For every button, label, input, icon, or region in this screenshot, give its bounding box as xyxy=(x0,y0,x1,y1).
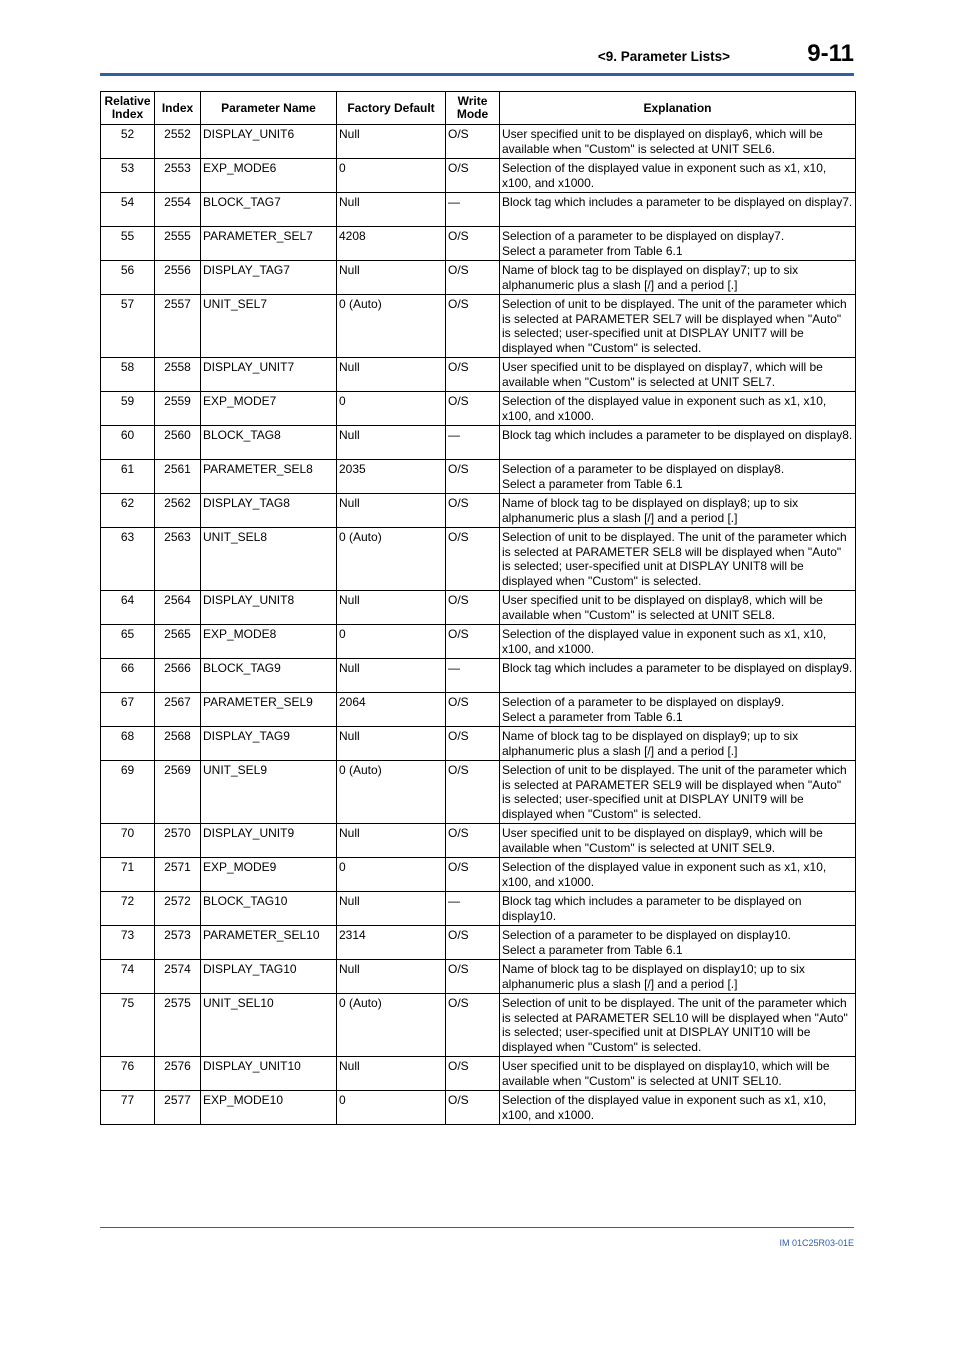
parameter-name-cell: DISPLAY_TAG8 xyxy=(201,494,337,528)
parameter-name-cell: DISPLAY_UNIT10 xyxy=(201,1057,337,1091)
explanation-cell: Name of block tag to be displayed on display9; up to six alphanumeric plus a slash [/] and a period [.] xyxy=(500,727,856,761)
parameter-name-cell: UNIT_SEL9 xyxy=(201,761,337,824)
relative-index-cell: 71 xyxy=(101,858,155,892)
parameter-name-cell: PARAMETER_SEL8 xyxy=(201,460,337,494)
relative-index-cell: 53 xyxy=(101,159,155,193)
relative-index-cell: 66 xyxy=(101,659,155,693)
write-mode-cell: O/S xyxy=(446,125,500,159)
table-row xyxy=(101,426,856,460)
factory-default-cell: 0 xyxy=(337,392,446,426)
relative-index-cell: 74 xyxy=(101,960,155,994)
section-title: <9. Parameter Lists> xyxy=(597,49,730,64)
explanation-cell: Selection of the displayed value in exponent such as x1, x10, x100, and x1000. xyxy=(500,392,856,426)
parameter-name-cell: DISPLAY_UNIT6 xyxy=(201,125,337,159)
relative-index-cell: 62 xyxy=(101,494,155,528)
footer-rule xyxy=(100,1227,854,1228)
relative-index-cell: 57 xyxy=(101,295,155,358)
table-row xyxy=(101,824,856,858)
index-cell: 2571 xyxy=(155,858,201,892)
index-cell: 2557 xyxy=(155,295,201,358)
factory-default-cell: Null xyxy=(337,494,446,528)
relative-index-cell: 55 xyxy=(101,227,155,261)
column-header: Write Mode xyxy=(446,92,500,125)
explanation-cell: Selection of a parameter to be displayed on display10. Select a parameter from Table 6.1 xyxy=(500,926,856,960)
relative-index-cell: 60 xyxy=(101,426,155,460)
parameter-name-cell: BLOCK_TAG9 xyxy=(201,659,337,693)
index-cell: 2575 xyxy=(155,994,201,1057)
parameter-name-cell: EXP_MODE8 xyxy=(201,625,337,659)
parameter-name-cell: PARAMETER_SEL9 xyxy=(201,693,337,727)
factory-default-cell: 0 (Auto) xyxy=(337,528,446,591)
factory-default-cell: 4208 xyxy=(337,227,446,261)
parameter-name-cell: PARAMETER_SEL10 xyxy=(201,926,337,960)
explanation-cell: Name of block tag to be displayed on display7; up to six alphanumeric plus a slash [/] and a period [.] xyxy=(500,261,856,295)
write-mode-cell: O/S xyxy=(446,295,500,358)
index-cell: 2565 xyxy=(155,625,201,659)
parameter-name-cell: PARAMETER_SEL7 xyxy=(201,227,337,261)
index-cell: 2568 xyxy=(155,727,201,761)
page-header xyxy=(100,40,854,74)
page-number: 9-11 xyxy=(807,40,854,67)
parameter-name-cell: DISPLAY_UNIT9 xyxy=(201,824,337,858)
write-mode-cell: O/S xyxy=(446,591,500,625)
index-cell: 2553 xyxy=(155,159,201,193)
document-id: IM 01C25R03-01E xyxy=(779,1238,854,1248)
index-cell: 2574 xyxy=(155,960,201,994)
index-cell: 2573 xyxy=(155,926,201,960)
write-mode-cell: O/S xyxy=(446,727,500,761)
parameter-name-cell: EXP_MODE6 xyxy=(201,159,337,193)
write-mode-cell: O/S xyxy=(446,528,500,591)
factory-default-cell: Null xyxy=(337,892,446,926)
factory-default-cell: Null xyxy=(337,125,446,159)
index-cell: 2572 xyxy=(155,892,201,926)
explanation-cell: User specified unit to be displayed on display8, which will be available when "Custom" is selected at UNIT SEL8. xyxy=(500,591,856,625)
factory-default-cell: Null xyxy=(337,261,446,295)
table-row xyxy=(101,625,856,659)
index-cell: 2577 xyxy=(155,1091,201,1125)
factory-default-cell: Null xyxy=(337,727,446,761)
factory-default-cell: Null xyxy=(337,960,446,994)
parameter-name-cell: BLOCK_TAG10 xyxy=(201,892,337,926)
relative-index-cell: 54 xyxy=(101,193,155,227)
write-mode-cell: — xyxy=(446,193,500,227)
write-mode-cell: O/S xyxy=(446,1057,500,1091)
parameter-name-cell: UNIT_SEL7 xyxy=(201,295,337,358)
relative-index-cell: 58 xyxy=(101,358,155,392)
parameter-name-cell: DISPLAY_TAG10 xyxy=(201,960,337,994)
table-row xyxy=(101,358,856,392)
relative-index-cell: 68 xyxy=(101,727,155,761)
table-row xyxy=(101,858,856,892)
parameter-table xyxy=(100,91,856,1125)
table-row xyxy=(101,261,856,295)
table-row xyxy=(101,494,856,528)
index-cell: 2556 xyxy=(155,261,201,295)
index-cell: 2552 xyxy=(155,125,201,159)
relative-index-cell: 59 xyxy=(101,392,155,426)
factory-default-cell: 0 (Auto) xyxy=(337,761,446,824)
write-mode-cell: O/S xyxy=(446,227,500,261)
relative-index-cell: 75 xyxy=(101,994,155,1057)
factory-default-cell: 0 xyxy=(337,625,446,659)
relative-index-cell: 72 xyxy=(101,892,155,926)
column-header: Parameter Name xyxy=(201,92,337,125)
factory-default-cell: Null xyxy=(337,1057,446,1091)
write-mode-cell: O/S xyxy=(446,625,500,659)
table-row xyxy=(101,1091,856,1125)
explanation-cell: Block tag which includes a parameter to be displayed on display8. xyxy=(500,426,856,460)
factory-default-cell: Null xyxy=(337,358,446,392)
factory-default-cell: 0 xyxy=(337,858,446,892)
index-cell: 2559 xyxy=(155,392,201,426)
parameter-name-cell: BLOCK_TAG7 xyxy=(201,193,337,227)
header-rule xyxy=(100,73,854,76)
parameter-name-cell: DISPLAY_TAG7 xyxy=(201,261,337,295)
relative-index-cell: 70 xyxy=(101,824,155,858)
relative-index-cell: 76 xyxy=(101,1057,155,1091)
explanation-cell: Selection of the displayed value in exponent such as x1, x10, x100, and x1000. xyxy=(500,858,856,892)
write-mode-cell: — xyxy=(446,892,500,926)
write-mode-cell: O/S xyxy=(446,858,500,892)
relative-index-cell: 73 xyxy=(101,926,155,960)
column-header: Explanation xyxy=(500,92,856,125)
table-row xyxy=(101,125,856,159)
table-row xyxy=(101,659,856,693)
write-mode-cell: — xyxy=(446,426,500,460)
column-header: Index xyxy=(155,92,201,125)
table-row xyxy=(101,295,856,358)
parameter-name-cell: BLOCK_TAG8 xyxy=(201,426,337,460)
explanation-cell: Selection of the displayed value in exponent such as x1, x10, x100, and x1000. xyxy=(500,625,856,659)
column-header: Relative Index xyxy=(101,92,155,125)
explanation-cell: Selection of a parameter to be displayed on display8. Select a parameter from Table 6.1 xyxy=(500,460,856,494)
relative-index-cell: 69 xyxy=(101,761,155,824)
factory-default-cell: Null xyxy=(337,824,446,858)
relative-index-cell: 65 xyxy=(101,625,155,659)
write-mode-cell: O/S xyxy=(446,824,500,858)
explanation-cell: Selection of a parameter to be displayed on display7. Select a parameter from Table 6.1 xyxy=(500,227,856,261)
parameter-name-cell: UNIT_SEL10 xyxy=(201,994,337,1057)
factory-default-cell: 0 (Auto) xyxy=(337,994,446,1057)
index-cell: 2558 xyxy=(155,358,201,392)
factory-default-cell: Null xyxy=(337,659,446,693)
relative-index-cell: 52 xyxy=(101,125,155,159)
explanation-cell: Name of block tag to be displayed on display8; up to six alphanumeric plus a slash [/] and a period [.] xyxy=(500,494,856,528)
table-row xyxy=(101,227,856,261)
write-mode-cell: O/S xyxy=(446,159,500,193)
column-header: Factory Default xyxy=(337,92,446,125)
write-mode-cell: O/S xyxy=(446,960,500,994)
parameter-name-cell: EXP_MODE9 xyxy=(201,858,337,892)
relative-index-cell: 63 xyxy=(101,528,155,591)
factory-default-cell: Null xyxy=(337,193,446,227)
write-mode-cell: O/S xyxy=(446,494,500,528)
relative-index-cell: 67 xyxy=(101,693,155,727)
index-cell: 2561 xyxy=(155,460,201,494)
explanation-cell: Block tag which includes a parameter to be displayed on display10. xyxy=(500,892,856,926)
index-cell: 2566 xyxy=(155,659,201,693)
explanation-cell: Selection of unit to be displayed. The unit of the parameter which is selected at PARAMETER SEL7 will be displayed when "Auto" is selected; user-specified unit at DISPLAY UNIT7 will be displayed when "Custom" is selected. xyxy=(500,295,856,358)
table-row xyxy=(101,926,856,960)
table-row xyxy=(101,892,856,926)
explanation-cell: User specified unit to be displayed on display10, which will be available when "Custom" is selected at UNIT SEL10. xyxy=(500,1057,856,1091)
relative-index-cell: 56 xyxy=(101,261,155,295)
write-mode-cell: O/S xyxy=(446,761,500,824)
table-row xyxy=(101,994,856,1057)
index-cell: 2562 xyxy=(155,494,201,528)
explanation-cell: Selection of unit to be displayed. The unit of the parameter which is selected at PARAMETER SEL8 will be displayed when "Auto" is selected; user-specified unit at DISPLAY UNIT8 will be displayed when "Custom" is selected. xyxy=(500,528,856,591)
index-cell: 2576 xyxy=(155,1057,201,1091)
explanation-cell: Name of block tag to be displayed on display10; up to six alphanumeric plus a slash [/] and a period [.] xyxy=(500,960,856,994)
write-mode-cell: O/S xyxy=(446,994,500,1057)
factory-default-cell: 2064 xyxy=(337,693,446,727)
index-cell: 2563 xyxy=(155,528,201,591)
index-cell: 2570 xyxy=(155,824,201,858)
parameter-name-cell: EXP_MODE10 xyxy=(201,1091,337,1125)
index-cell: 2555 xyxy=(155,227,201,261)
write-mode-cell: O/S xyxy=(446,358,500,392)
relative-index-cell: 64 xyxy=(101,591,155,625)
write-mode-cell: — xyxy=(446,659,500,693)
write-mode-cell: O/S xyxy=(446,460,500,494)
table-row xyxy=(101,528,856,591)
relative-index-cell: 61 xyxy=(101,460,155,494)
factory-default-cell: 2035 xyxy=(337,460,446,494)
factory-default-cell: 0 xyxy=(337,159,446,193)
index-cell: 2554 xyxy=(155,193,201,227)
factory-default-cell: Null xyxy=(337,591,446,625)
write-mode-cell: O/S xyxy=(446,693,500,727)
explanation-cell: Selection of a parameter to be displayed on display9. Select a parameter from Table 6.1 xyxy=(500,693,856,727)
index-cell: 2560 xyxy=(155,426,201,460)
explanation-cell: Selection of unit to be displayed. The unit of the parameter which is selected at PARAMETER SEL9 will be displayed when "Auto" is selected; user-specified unit at DISPLAY UNIT9 will be displayed when "Custom" is selected. xyxy=(500,761,856,824)
table-row xyxy=(101,1057,856,1091)
parameter-name-cell: DISPLAY_UNIT8 xyxy=(201,591,337,625)
explanation-cell: Selection of the displayed value in exponent such as x1, x10, x100, and x1000. xyxy=(500,159,856,193)
table-row xyxy=(101,727,856,761)
parameter-name-cell: DISPLAY_UNIT7 xyxy=(201,358,337,392)
index-cell: 2567 xyxy=(155,693,201,727)
factory-default-cell: 0 (Auto) xyxy=(337,295,446,358)
table-row xyxy=(101,460,856,494)
parameter-name-cell: DISPLAY_TAG9 xyxy=(201,727,337,761)
relative-index-cell: 77 xyxy=(101,1091,155,1125)
table-row xyxy=(101,693,856,727)
table-row xyxy=(101,392,856,426)
explanation-cell: Selection of the displayed value in exponent such as x1, x10, x100, and x1000. xyxy=(500,1091,856,1125)
table-row xyxy=(101,591,856,625)
explanation-cell: Selection of unit to be displayed. The unit of the parameter which is selected at PARAMETER SEL10 will be displayed when "Auto" is selected; user-specified unit at DISPLAY UNIT10 will be displayed when "Custom" is selected. xyxy=(500,994,856,1057)
write-mode-cell: O/S xyxy=(446,926,500,960)
index-cell: 2569 xyxy=(155,761,201,824)
explanation-cell: Block tag which includes a parameter to be displayed on display7. xyxy=(500,193,856,227)
table-row xyxy=(101,960,856,994)
parameter-name-cell: UNIT_SEL8 xyxy=(201,528,337,591)
table-row xyxy=(101,159,856,193)
factory-default-cell: 2314 xyxy=(337,926,446,960)
explanation-cell: User specified unit to be displayed on display7, which will be available when "Custom" is selected at UNIT SEL7. xyxy=(500,358,856,392)
factory-default-cell: Null xyxy=(337,426,446,460)
explanation-cell: User specified unit to be displayed on display9, which will be available when "Custom" is selected at UNIT SEL9. xyxy=(500,824,856,858)
table-row xyxy=(101,761,856,824)
write-mode-cell: O/S xyxy=(446,1091,500,1125)
table-row xyxy=(101,193,856,227)
index-cell: 2564 xyxy=(155,591,201,625)
parameter-name-cell: EXP_MODE7 xyxy=(201,392,337,426)
write-mode-cell: O/S xyxy=(446,261,500,295)
factory-default-cell: 0 xyxy=(337,1091,446,1125)
explanation-cell: User specified unit to be displayed on display6, which will be available when "Custom" is selected at UNIT SEL6. xyxy=(500,125,856,159)
write-mode-cell: O/S xyxy=(446,392,500,426)
table-header-row xyxy=(101,92,856,125)
explanation-cell: Block tag which includes a parameter to be displayed on display9. xyxy=(500,659,856,693)
